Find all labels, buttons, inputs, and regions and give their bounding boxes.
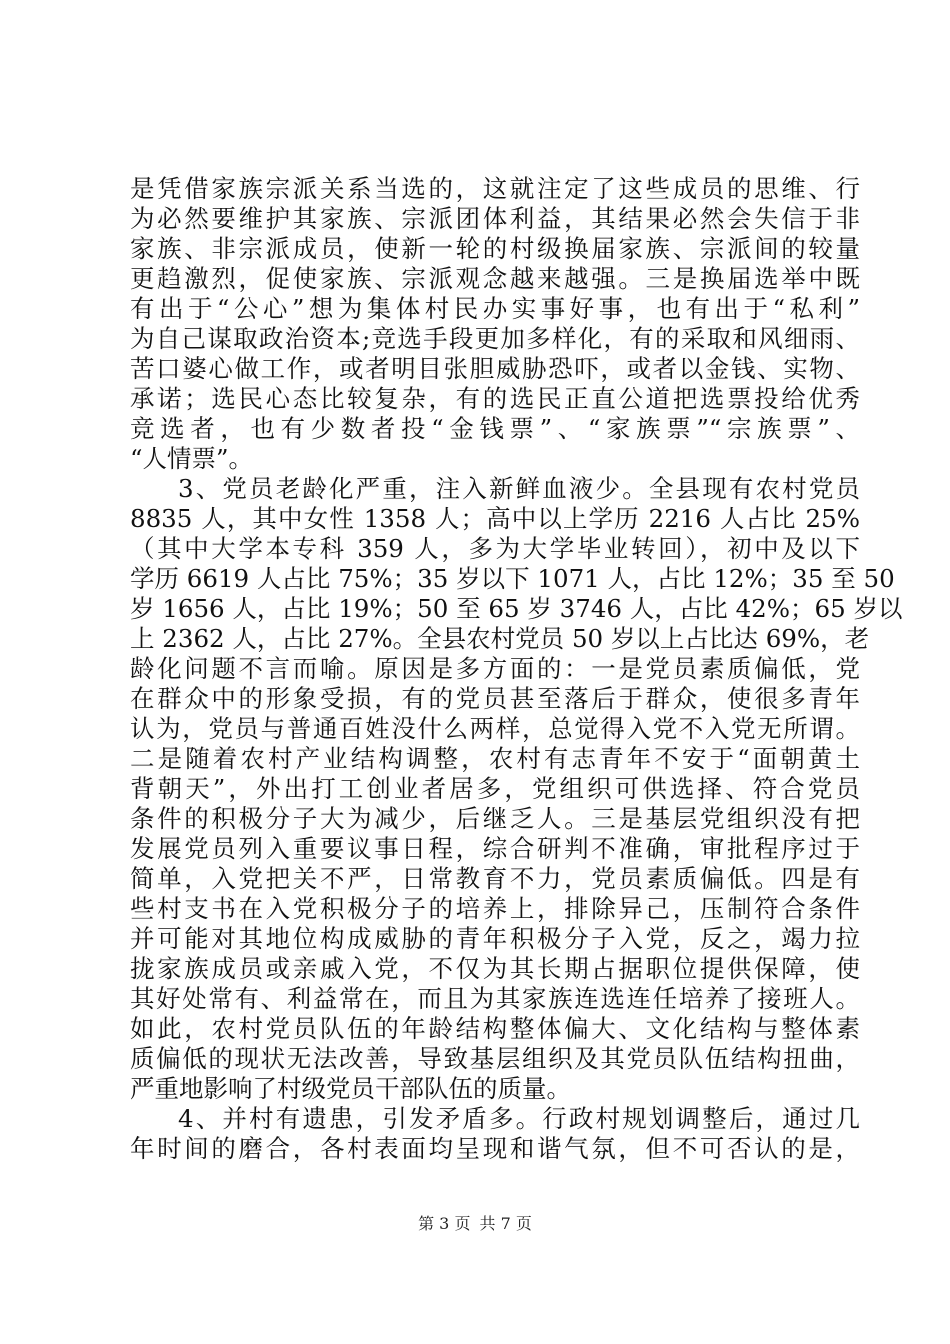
text-line: 年时间的磨合，各村表面均呈现和谐气氛，但不可否认的是，: [130, 1134, 860, 1163]
text-line: 3、党员老龄化严重，注入新鲜血液少。全县现有农村党员: [178, 474, 860, 503]
text-line: 竞选者，也有少数者投“金钱票”、“家族票”“宗族票”、: [130, 414, 860, 443]
text-line: 其好处常有、利益常在，而且为其家族连选连任培养了接班人。: [130, 984, 860, 1013]
page-total: 共 7 页: [479, 1214, 532, 1233]
text-line: 是凭借家族宗派关系当选的，这就注定了这些成员的思维、行: [130, 174, 860, 203]
text-line: 4、并村有遗患，引发矛盾多。行政村规划调整后，通过几: [178, 1104, 860, 1133]
text-line: 如此，农村党员队伍的年龄结构整体偏大、文化结构与整体素: [130, 1014, 860, 1043]
text-line: 严重地影响了村级党员干部队伍的质量。: [130, 1074, 571, 1103]
text-line: 为必然要维护其家族、宗派团体利益，其结果必然会失信于非: [130, 204, 860, 233]
text-line: 上 2362 人，占比 27%。全县农村党员 50 岁以上占比达 69%，老: [130, 624, 870, 653]
text-line: 条件的积极分子大为减少，后继乏人。三是基层党组织没有把: [130, 804, 860, 833]
text-line: 二是随着农村产业结构调整，农村有志青年不安于“面朝黄土: [130, 744, 860, 773]
text-line: 发展党员列入重要议事日程，综合研判不准确，审批程序过于: [130, 834, 860, 863]
text-line: （其中大学本专科 359 人，多为大学毕业转回），初中及以下: [130, 534, 860, 563]
page-number: 第 3 页: [418, 1214, 471, 1233]
text-line: 些村支书在入党积极分子的培养上，排除异己，压制符合条件: [130, 894, 860, 923]
text-line: 龄化问题不言而喻。原因是多方面的：一是党员素质偏低，党: [130, 654, 860, 683]
text-line: 承诺；选民心态比较复杂，有的选民正直公道把选票投给优秀: [130, 384, 860, 413]
text-line: 苦口婆心做工作，或者明目张胆威胁恐吓，或者以金钱、实物、: [130, 354, 860, 383]
page-footer: [0, 1214, 950, 1234]
text-line: 更趋激烈，促使家族、宗派观念越来越强。三是换届选举中既: [130, 264, 860, 293]
text-line: 岁 1656 人，占比 19%；50 至 65 岁 3746 人，占比 42%；65 岁以: [130, 594, 903, 623]
body-text: [130, 174, 903, 1164]
text-line: 8835 人，其中女性 1358 人；高中以上学历 2216 人占比 25%: [130, 504, 860, 533]
text-line: 并可能对其地位构成威胁的青年积极分子入党，反之，竭力拉: [130, 924, 860, 953]
text-line: 简单，入党把关不严，日常教育不力，党员素质偏低。四是有: [130, 864, 860, 893]
text-line: 背朝天”，外出打工创业者居多，党组织可供选择、符合党员: [130, 774, 860, 803]
text-line: 在群众中的形象受损，有的党员甚至落后于群众，使很多青年: [130, 684, 860, 713]
text-line: 学历 6619 人占比 75%；35 岁以下 1071 人，占比 12%；35 至 50: [130, 564, 895, 593]
text-line: 认为，党员与普通百姓没什么两样，总觉得入党不入党无所谓。: [130, 714, 860, 743]
text-line: 有出于“公心”想为集体村民办实事好事，也有出于“私利”: [130, 294, 860, 323]
text-line: “人情票”。: [130, 444, 254, 473]
text-line: 家族、非宗派成员，使新一轮的村级换届家族、宗派间的较量: [130, 234, 860, 263]
text-line: 质偏低的现状无法改善，导致基层组织及其党员队伍结构扭曲，: [130, 1044, 860, 1073]
text-line: 为自己谋取政治资本;竞选手段更加多样化，有的采取和风细雨、: [130, 324, 860, 353]
text-line: 拢家族成员或亲戚入党，不仅为其长期占据职位提供保障，使: [130, 954, 860, 983]
